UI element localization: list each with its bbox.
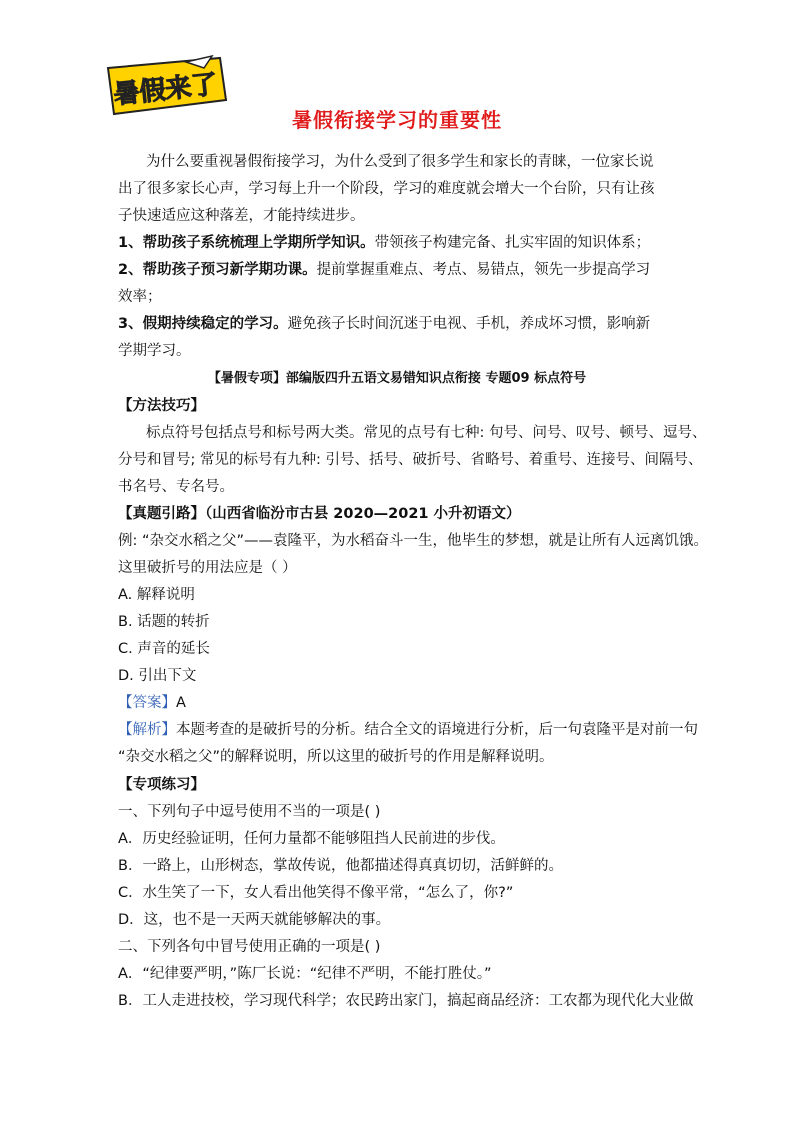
- method-line: 分号和冒号; 常见的标号有九种: 引号、括号、破折号、省略号、着重号、连接号、间隔号、: [118, 452, 703, 468]
- example-heading: 【真题引路】（山西省临汾市古县 2020—2021 小升初语文）: [118, 506, 521, 522]
- question-2-option: A．“纪律要严明，”陈厂长说：“纪律不严明，不能打胜仗。”: [118, 966, 492, 982]
- point-2-text: 提前掌握重难点、考点、易错点，领先一步提高学习: [316, 262, 651, 278]
- point-3-text: 避免孩子长时间沉迷于电视、手机，养成坏习惯，影响新: [287, 316, 651, 332]
- question-2-option: B．工人走进技校，学习现代科学；农民跨出家门，搞起商品经济：工农都为现代化大业做: [118, 993, 694, 1009]
- point-3: [118, 314, 650, 334]
- method-line: 书名号、专名号。: [118, 479, 234, 495]
- point-2-continued: 效率；: [118, 289, 162, 305]
- example-option: A. 解释说明: [118, 587, 195, 603]
- point-1: [118, 233, 650, 253]
- svg-text:暑假来了: 暑假来了: [112, 69, 219, 111]
- point-2: [118, 260, 650, 280]
- question-1-option: A．历史经验证明，任何力量都不能够阻挡人民前进的步伐。: [118, 831, 505, 847]
- point-1-heading: 1、帮助孩子系统梳理上学期所学知识。: [118, 235, 375, 251]
- point-3-heading: 3、假期持续稳定的学习。: [118, 316, 288, 332]
- question-1-option: B．一路上，山形树态，掌故传说，他都描述得真真切切，活鲜鲜的。: [118, 858, 563, 874]
- point-3-continued: 学期学习。: [118, 343, 191, 359]
- question-1: 一、下列句子中逗号使用不当的一项是( ): [118, 804, 381, 820]
- answer-label: 【答案】: [118, 695, 176, 711]
- intro-line: 出了很多家长心声，学习每上升一个阶段，学习的难度就会增大一个台阶，只有让孩: [118, 181, 655, 197]
- question-1-option: C．水生笑了一下，女人看出他笑得不像平常，“怎么了，你?”: [118, 885, 514, 901]
- question-1-option: D．这，也不是一天两天就能够解决的事。: [118, 912, 391, 928]
- answer-value: A: [176, 695, 186, 711]
- answer: [118, 693, 186, 713]
- page-title: 暑假衔接学习的重要性: [292, 108, 502, 132]
- analysis-label: 【解析】: [118, 722, 176, 738]
- method-heading: 【方法技巧】: [118, 398, 205, 414]
- point-2-heading: 2、帮助孩子预习新学期功课。: [118, 262, 317, 278]
- analysis-text: 本题考查的是破折号的分析。结合全文的语境进行分析，后一句袁隆平是对前一句: [176, 722, 698, 738]
- topic-subtitle: 【暑假专项】部编版四升五语文易错知识点衔接 专题09 标点符号: [207, 371, 587, 386]
- analysis-line: “杂交水稻之父”的解释说明，所以这里的破折号的作用是解释说明。: [118, 749, 554, 765]
- example-line: 这里破折号的用法应是（ ）: [118, 560, 297, 576]
- intro-line: 为什么要重视暑假衔接学习，为什么受到了很多学生和家长的青睐，一位家长说: [146, 154, 654, 170]
- example-option: D. 引出下文: [118, 668, 197, 684]
- example-line: 例: “杂交水稻之父”——袁隆平，为水稻奋斗一生，他毕生的梦想，就是让所有人远离饥饿。: [118, 533, 709, 549]
- practice-heading: 【专项练习】: [118, 777, 205, 793]
- example-option: C. 声音的延长: [118, 641, 210, 657]
- point-1-text: 带领孩子构建完备、扎实牢固的知识体系；: [374, 235, 651, 251]
- intro-line: 子快速适应这种落差，才能持续进步。: [118, 208, 365, 224]
- example-option: B. 话题的转折: [118, 614, 210, 630]
- analysis: [118, 720, 698, 740]
- method-line: 标点符号包括点号和标号两大类。常见的点号有七种: 句号、问号、叹号、顿号、逗号、: [146, 425, 707, 441]
- question-2: 二、下列各句中冒号使用正确的一项是( ): [118, 939, 381, 955]
